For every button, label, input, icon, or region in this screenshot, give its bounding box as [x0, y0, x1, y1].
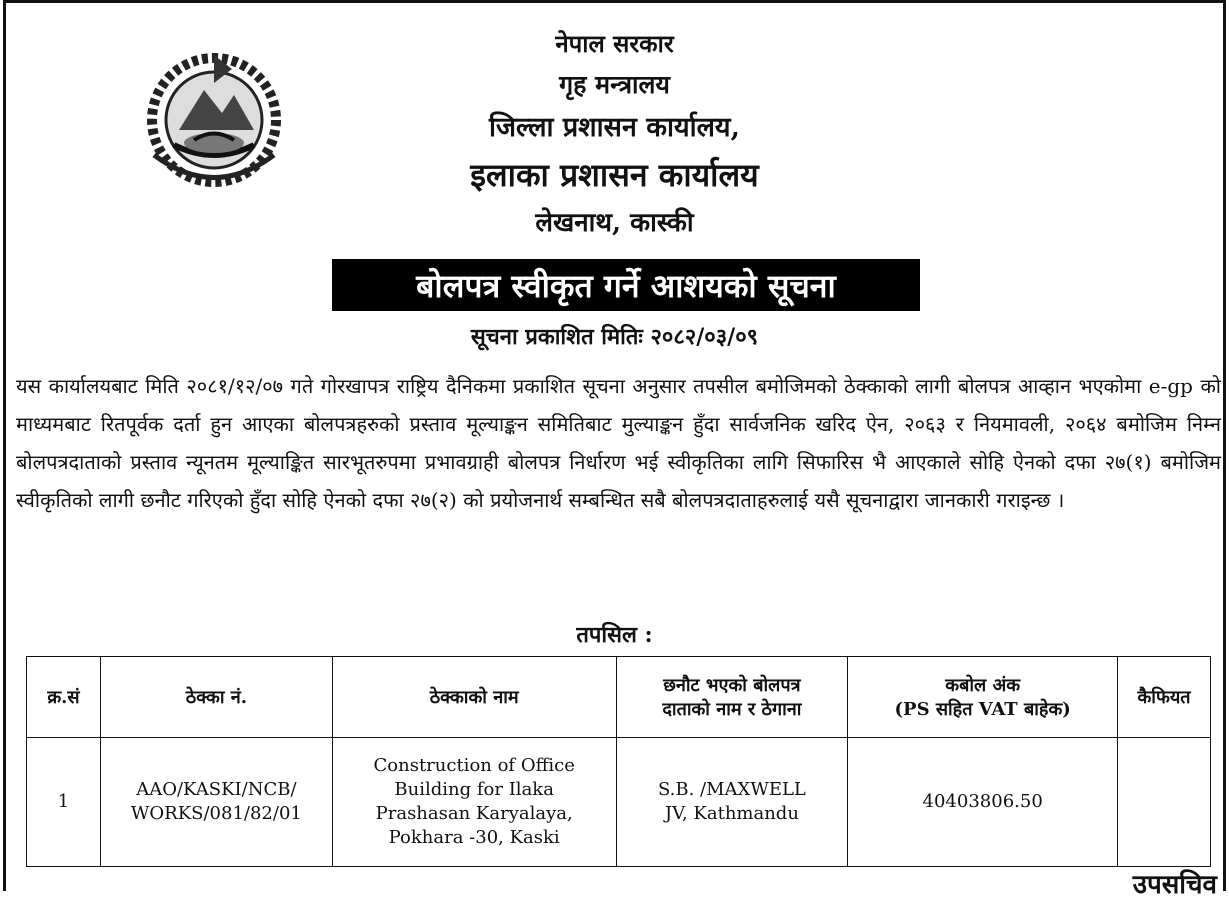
published-date: सूचना प्रकाशित मितिः २०८२/०३/०९	[470, 324, 759, 350]
header-contract-no: ठेक्का नं.	[100, 657, 332, 738]
header-bid-amount	[848, 657, 1118, 738]
cell-contract-no	[100, 738, 332, 867]
cell-bid-amount: 40403806.50	[848, 738, 1118, 867]
details-table	[26, 656, 1211, 867]
cell-remarks	[1118, 738, 1211, 867]
cell-sn: 1	[27, 738, 101, 867]
contract-no-line2: WORKS/081/82/01	[130, 803, 302, 824]
header-line-location: लेखनाथ, कास्की	[535, 208, 694, 238]
bidder-line2: JV, Kathmandu	[664, 803, 799, 824]
header-remarks: कैफियत	[1118, 657, 1211, 738]
signature-designation: उपसचिव	[1132, 870, 1217, 900]
header-sn: क्र.सं	[27, 657, 101, 738]
header-amount-line1: कबोल अंक	[945, 675, 1021, 696]
contract-name-line1: Construction of Office	[373, 755, 575, 776]
contract-name-line3: Prashasan Karyalaya,	[375, 803, 573, 824]
header-line-district-office: जिल्ला प्रशासन कार्यालय,	[488, 112, 740, 143]
header-bidder-line1: छनौट भएको बोलपत्र	[663, 675, 801, 696]
notice-title-text: बोलपत्र स्वीकृत गर्ने आशयको सूचना	[416, 266, 836, 305]
header-contract-name: ठेक्काको नाम	[332, 657, 616, 738]
table-row	[27, 738, 1211, 867]
bidder-line1: S.B. /MAXWELL	[657, 779, 806, 800]
header-bidder-line2: दाताको नाम र ठेगाना	[662, 699, 802, 720]
header-line-government: नेपाल सरकार	[555, 29, 674, 58]
notice-page	[3, 0, 1226, 900]
table-header-row	[27, 657, 1211, 738]
contract-name-line2: Building for Ilaka	[394, 779, 554, 800]
notice-body: यस कार्यालयबाट मिति २०८१/१२/०७ गते गोरखापत्र राष्ट्रिय दैनिकमा प्रकाशित सूचना अनुसार तपसील बमोजिमको ठेक्काको लागी बोलपत्र आव्हान भएकोमा e-gp को माध्यमबाट रितपूर्वक दर्ता हुन आएका बोलपत्रहरुको प्रस्ताव मूल्याङ्कन समितिबाट मुल्याङ्कन हुँदा सार्वजनिक खरिद ऐन, २०६३ र नियमावली, २०६४ बमोजिम निम्न बोलपत्रदाताको प्रस्ताव न्यूनतम मूल्याङ्कित सारभूतरुपमा प्रभावग्राही बोलपत्र निर्धारण भई स्वीकृतिका लागि सिफारिस भै आएकाले सोहि ऐनको दफा २७(१) बमोजिम स्वीकृतिको लागी छनौट गरिएको हुँदा सोहि ऐनको दफा २७(२) को प्रयोजनार्थ सम्बन्धित सबै बोलपत्रदाताहरुलाई यसै सूचनाद्वारा जानकारी गराइन्छ ।	[16, 374, 1221, 512]
header-line-area-office: इलाका प्रशासन कार्यालय	[470, 156, 759, 194]
header-amount-line2: (PS सहित VAT बाहेक)	[894, 699, 1071, 720]
details-title: तपसिल :	[576, 622, 653, 648]
cell-contract-name	[332, 738, 616, 867]
contract-no-line1: AAO/KASKI/NCB/	[136, 779, 297, 800]
notice-title	[332, 259, 920, 311]
cell-selected-bidder	[616, 738, 848, 867]
header-selected-bidder	[616, 657, 848, 738]
contract-name-line4: Pokhara -30, Kaski	[388, 827, 560, 848]
header-line-ministry: गृह मन्त्रालय	[559, 70, 670, 99]
